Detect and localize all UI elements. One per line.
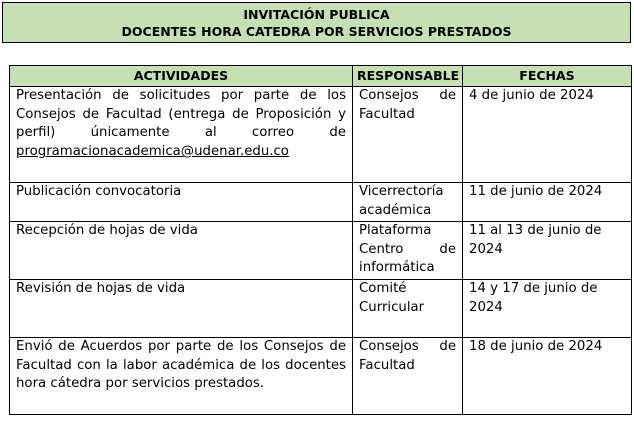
responsible-cell: Consejos de Facultad [353,87,463,183]
date-cell: 11 de junio de 2024 [463,183,632,222]
activity-cell: Publicación convocatoria [10,183,353,222]
responsible-cell: Vicerrectoría académica [353,183,463,222]
activity-cell: Recepción de hojas de vida [10,222,353,280]
responsible-cell: Plataforma Centro de informática [353,222,463,280]
activity-text: Presentación de solicitudes por parte de los Consejos de Facultad (entrega de Proposición y perfil) únicamente al correo de [16,88,346,141]
table-header-row [10,66,632,87]
date-cell: 4 de junio de 2024 [463,87,632,183]
activity-cell [10,87,353,183]
email-address: programacionacademica@udenar.edu.co [16,144,289,160]
date-cell: 14 y 17 de junio de 2024 [463,280,632,338]
table-row [10,222,632,280]
responsible-cell: Comité Curricular [353,280,463,338]
schedule-table [9,65,632,415]
header-responsible: RESPONSABLE [353,66,463,87]
table-row [10,183,632,222]
header-dates: FECHAS [463,66,632,87]
table-row [10,87,632,183]
date-cell: 18 de junio de 2024 [463,338,632,415]
table-row [10,280,632,338]
document-title: INVITACIÓN PUBLICA [243,7,390,22]
responsible-cell: Consejos de Facultad [353,338,463,415]
header-activities: ACTIVIDADES [10,66,353,87]
table-row [10,338,632,415]
date-cell: 11 al 13 de junio de 2024 [463,222,632,280]
document-subtitle: DOCENTES HORA CATEDRA POR SERVICIOS PRESTADOS [121,24,512,39]
activity-cell: Revisión de hojas de vida [10,280,353,338]
document-title-box [2,2,631,43]
activity-cell: Envió de Acuerdos por parte de los Consejos de Facultad con la labor académica de los docentes hora cátedra por servicios prestados. [10,338,353,415]
